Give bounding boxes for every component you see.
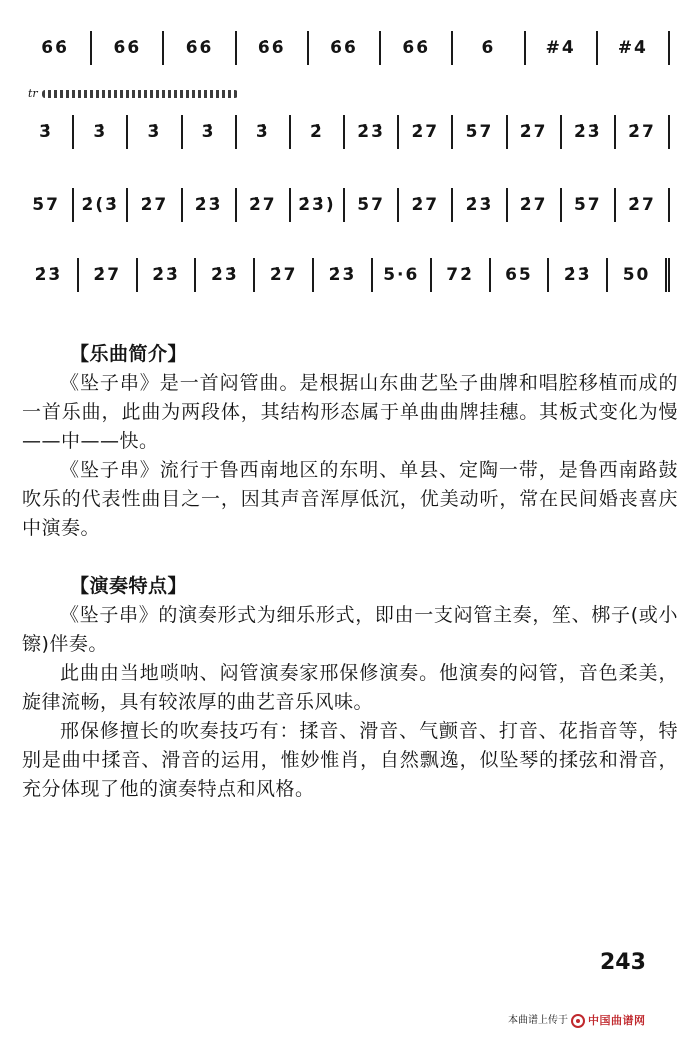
score-measure: 2̇3̇ bbox=[562, 115, 616, 149]
features-paragraph: 邢保修擅长的吹奏技巧有：揉音、滑音、气颤音、打音、花指音等，特别是曲中揉音、滑音的运用，惟妙惟肖，自然飘逸，似坠琴的揉弦和滑音，充分体现了他的演奏特点和风格。 bbox=[22, 720, 678, 800]
score-measure: 5̇7 bbox=[453, 115, 507, 149]
features-section bbox=[22, 572, 678, 804]
score-measure: 6̇6̇ bbox=[92, 31, 164, 65]
score-measure: 5̇7 bbox=[562, 188, 616, 222]
footer-brand: 中国曲谱网 bbox=[588, 1014, 646, 1027]
score-measure: 6̇6̇ bbox=[20, 31, 92, 65]
score-measure: 2̇7 bbox=[616, 115, 670, 149]
trill-wave bbox=[42, 90, 238, 98]
trill-label: tr bbox=[28, 87, 38, 100]
intro-paragraph: 《坠子串》流行于鲁西南地区的东明、单县、定陶一带，是鲁西南路鼓吹乐的代表性曲目之一，因其声音浑厚低沉，优美动听，常在民间婚丧喜庆中演奏。 bbox=[22, 459, 678, 539]
footer-text: 本曲谱上传于 bbox=[508, 1015, 568, 1026]
intro-heading: 【乐曲简介】 bbox=[70, 343, 188, 365]
score-measure: 50 bbox=[608, 258, 670, 292]
score-measure: 3̇ bbox=[183, 115, 237, 149]
score-measure: 72̇ bbox=[432, 258, 491, 292]
score-measure: 2̇3̇ bbox=[183, 188, 237, 222]
score-measure: 2̇7 bbox=[508, 115, 562, 149]
score-measure: 2̇3̇ bbox=[345, 115, 399, 149]
features-paragraph: 此曲由当地唢呐、闷管演奏家邢保修演奏。他演奏的闷管，音色柔美，旋律流畅，具有较浓厚的曲艺音乐风味。 bbox=[22, 662, 678, 713]
score-measure: 6̇6̇ bbox=[164, 31, 236, 65]
score-measure: 5̇7 bbox=[345, 188, 399, 222]
score-measure: #4̇ bbox=[598, 31, 670, 65]
score-measure: 2̇7 bbox=[508, 188, 562, 222]
score-measure: 3̇ bbox=[128, 115, 182, 149]
intro-paragraph: 《坠子串》是一首闷管曲。是根据山东曲艺坠子曲牌和唱腔移植而成的一首乐曲，此曲为两段体，其结构形态属于单曲曲牌挂穗。其板式变化为慢——中——快。 bbox=[22, 372, 678, 452]
features-paragraph: 《坠子串》的演奏形式为细乐形式，即由一支闷管主奏，笙、梆子(或小镲)伴奏。 bbox=[22, 604, 678, 655]
score-measure: 6̇6̇ bbox=[309, 31, 381, 65]
footer-watermark bbox=[508, 1013, 698, 1029]
score-measure: 2̇7 bbox=[399, 115, 453, 149]
score-row-4 bbox=[20, 255, 670, 295]
score-measure: 2̇3̇ bbox=[196, 258, 255, 292]
score-measure: 2̇3̇ bbox=[314, 258, 373, 292]
score-measure: 2̇3̇) bbox=[291, 188, 345, 222]
score-measure: 2̇3̇ bbox=[549, 258, 608, 292]
score-measure: 6̇6̇ bbox=[237, 31, 309, 65]
score-measure: 65 bbox=[491, 258, 550, 292]
score-measure: 6̇ bbox=[453, 31, 525, 65]
score-measure: 2̇7 bbox=[79, 258, 138, 292]
logo-icon bbox=[571, 1014, 585, 1028]
score-row-3 bbox=[20, 185, 670, 225]
score-measure: 3̇ bbox=[237, 115, 291, 149]
score-measure: 2̇7 bbox=[399, 188, 453, 222]
score-measure: 2̇7 bbox=[616, 188, 670, 222]
trill-mark bbox=[28, 89, 238, 99]
score-measure: 2̇7 bbox=[237, 188, 291, 222]
score-measure: #4̇ bbox=[526, 31, 598, 65]
score-measure: 5̇7 bbox=[20, 188, 74, 222]
score-row-1 bbox=[20, 28, 670, 68]
score-measure: 2̇3̇ bbox=[138, 258, 197, 292]
score-row-2 bbox=[20, 112, 670, 152]
intro-section bbox=[22, 340, 678, 543]
score-measure: 3̇ bbox=[74, 115, 128, 149]
score-measure: 2̇ bbox=[291, 115, 345, 149]
score-measure: 2̇3̇ bbox=[20, 258, 79, 292]
score-measure: 2̇7 bbox=[255, 258, 314, 292]
score-measure: 2̇7 bbox=[128, 188, 182, 222]
score-measure: 6̇6̇ bbox=[381, 31, 453, 65]
page-number: 243 bbox=[600, 950, 646, 975]
features-heading: 【演奏特点】 bbox=[70, 575, 188, 597]
score-measure: 2̇3̇ bbox=[453, 188, 507, 222]
score-measure: 5·6 bbox=[373, 258, 432, 292]
score-measure: 2̇(3̇ bbox=[74, 188, 128, 222]
score-measure: 3̇ bbox=[20, 115, 74, 149]
